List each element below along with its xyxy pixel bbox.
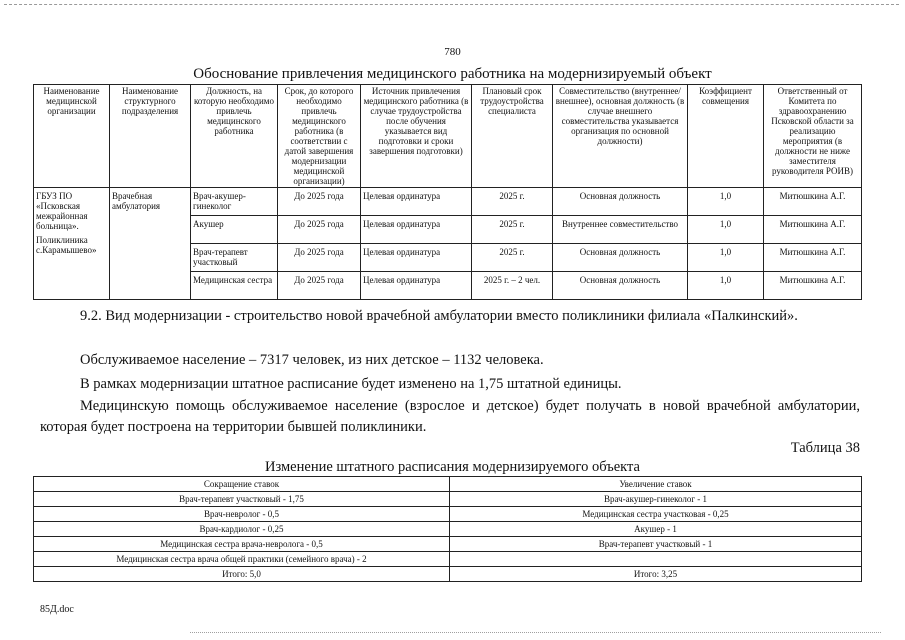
source-cell: Целевая ординатура (361, 272, 472, 300)
table-row (34, 537, 862, 552)
header-responsible: Ответственный от Комитета по здравоохранению Псковской области за реализацию мероприятия (в должности не ниже заместителя руководителя РОИВ) (764, 85, 862, 188)
position-cell: Врач-акушер-гинеколог (191, 188, 278, 216)
staffing-change-table (33, 476, 862, 582)
combination-cell: Внутреннее совместительство (553, 216, 688, 244)
file-name-footer: 85Д.doc (40, 604, 74, 615)
planned-date-cell: 2025 г. (472, 188, 553, 216)
deadline-cell: До 2025 года (278, 188, 361, 216)
scan-edge-top (4, 4, 899, 5)
table-row (34, 552, 862, 567)
responsible-cell: Митюшкина А.Г. (764, 188, 862, 216)
increase-cell: Врач-терапевт участковый - 1 (450, 537, 862, 552)
header-coefficient: Коэффициент совмещения (688, 85, 764, 188)
table-header-row (34, 85, 862, 188)
table-number-label: Таблица 38 (790, 440, 860, 456)
coefficient-cell: 1,0 (688, 244, 764, 272)
planned-date-cell: 2025 г. (472, 244, 553, 272)
organization-name: ГБУЗ ПО «Псковская межрайонная больница». (36, 191, 88, 231)
increase-total: Итого: 3,25 (450, 567, 862, 582)
organization-branch: Поликлиника с.Карамышево» (36, 235, 97, 255)
header-position: Должность, на которую необходимо привлечь медицинского работника (191, 85, 278, 188)
coefficient-cell: 1,0 (688, 188, 764, 216)
reduction-cell: Медицинская сестра врача общей практики (семейного врача) - 2 (34, 552, 450, 567)
planned-date-cell: 2025 г. (472, 216, 553, 244)
responsible-cell: Митюшкина А.Г. (764, 216, 862, 244)
section-title-staffing: Изменение штатного расписания модернизируемого объекта (265, 459, 640, 475)
paragraph-population: Обслуживаемое население – 7317 человек, из них детское – 1132 человека. (80, 352, 544, 368)
position-cell: Врач-терапевт участковый (191, 244, 278, 272)
coefficient-cell: 1,0 (688, 216, 764, 244)
section-title-justification: Обоснование привлечения медицинского работника на модернизируемый объект (193, 66, 712, 82)
increase-cell: Медицинская сестра участковая - 0,25 (450, 507, 862, 522)
page-number: 780 (444, 46, 461, 58)
position-cell: Акушер (191, 216, 278, 244)
deadline-cell: До 2025 года (278, 216, 361, 244)
header-deadline: Срок, до которого необходимо привлечь медицинского работника (в соответствии с датой завершения модернизации медицинской организации) (278, 85, 361, 188)
increase-cell: Врач-акушер-гинеколог - 1 (450, 492, 862, 507)
combination-cell: Основная должность (553, 188, 688, 216)
position-cell: Медицинская сестра (191, 272, 278, 300)
deadline-cell: До 2025 года (278, 272, 361, 300)
paragraph-medical-care: Медицинскую помощь обслуживаемое население (взрослое и детское) будет получать в новой врачебной амбулатории, которая будет построена на территории бывшей поликлиники. (40, 398, 860, 435)
reduction-cell: Медицинская сестра врача-невролога - 0,5 (34, 537, 450, 552)
table-row (34, 522, 862, 537)
responsible-cell: Митюшкина А.Г. (764, 244, 862, 272)
table-row (34, 507, 862, 522)
header-planned-date: Плановый срок трудоустройства специалиста (472, 85, 553, 188)
combination-cell: Основная должность (553, 272, 688, 300)
reduction-cell: Врач-кардиолог - 0,25 (34, 522, 450, 537)
organization-cell (34, 188, 110, 300)
deadline-cell: До 2025 года (278, 244, 361, 272)
responsible-cell: Митюшкина А.Г. (764, 272, 862, 300)
increase-cell (450, 552, 862, 567)
header-source: Источник привлечения медицинского работника (в случае трудоустройства после обучения указывается вид подготовки и сроки завершения подготовки) (361, 85, 472, 188)
source-cell: Целевая ординатура (361, 216, 472, 244)
planned-date-cell: 2025 г. – 2 чел. (472, 272, 553, 300)
header-unit: Наименование структурного подразделения (110, 85, 191, 188)
table-row (34, 492, 862, 507)
unit-cell: Врачебная амбулатория (110, 188, 191, 300)
increase-cell: Акушер - 1 (450, 522, 862, 537)
reduction-total: Итого: 5,0 (34, 567, 450, 582)
combination-cell: Основная должность (553, 244, 688, 272)
paragraph-modernization-type: 9.2. Вид модернизации - строительство новой врачебной амбулатории вместо поликлиники филиала «Палкинский». (80, 308, 798, 324)
source-cell: Целевая ординатура (361, 244, 472, 272)
table-header-row (34, 477, 862, 492)
header-increase: Увеличение ставок (450, 477, 862, 492)
header-combination: Совместительство (внутреннее/внешнее), основная должность (в случае внешнего совместительства указывается организация по основной должности) (553, 85, 688, 188)
reduction-cell: Врач-невролог - 0,5 (34, 507, 450, 522)
scan-edge-bottom (190, 632, 881, 633)
paragraph-staffing-change: В рамках модернизации штатное расписание будет изменено на 1,75 штатной единицы. (80, 376, 622, 392)
header-organization: Наименование медицинской организации (34, 85, 110, 188)
reduction-cell: Врач-терапевт участковый - 1,75 (34, 492, 450, 507)
table-total-row (34, 567, 862, 582)
coefficient-cell: 1,0 (688, 272, 764, 300)
header-reduction: Сокращение ставок (34, 477, 450, 492)
source-cell: Целевая ординатура (361, 188, 472, 216)
table-row (34, 188, 862, 216)
staff-justification-table (33, 84, 862, 300)
